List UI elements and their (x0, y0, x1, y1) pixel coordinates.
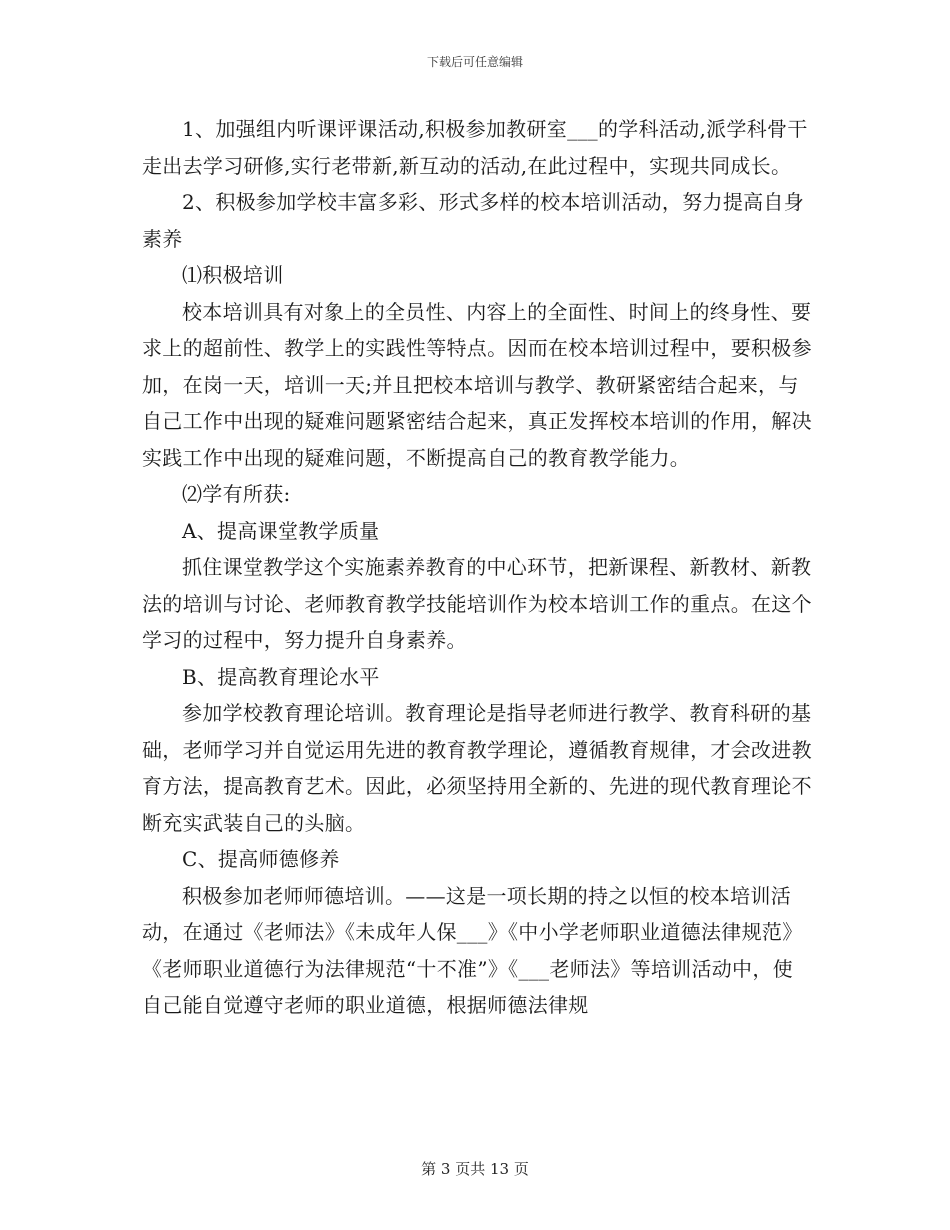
page-footer: 第 3 页共 13 页 (421, 1160, 529, 1178)
paragraph: A、提高课堂教学质量 (182, 518, 380, 543)
paragraph: C、提高师德修养 (182, 847, 340, 871)
paragraph: 1、加强组内听课评课活动,积极参加教研室___的学科活动,派学科骨干走出去学习研修,实行老带新,新互动的活动,在此过程中，实现共同成长。 (142, 117, 808, 178)
paragraph: 抓住课堂教学这个实施素养教育的中心环节，把新课程、新教材、新教法的培训与讨论、老师教育教学技能培训作为校本培训工作的重点。在这个学习的过程中，努力提升自身素养。 (142, 555, 812, 652)
paragraph: 校本培训具有对象上的全员性、内容上的全面性、时间上的终身性、要求上的超前性、教学上的实践性等特点。因而在校本培训过程中，要积极参加，在岗一天，培训一天;并且把校本培训与教学、教研紧密结合起来，与自己工作中出现的疑难问题紧密结合起来，真正发挥校本培训的作用，解决实践工作中出现的疑难问题，不断提高自己的教育教学能力。 (142, 299, 812, 470)
document-body (142, 111, 812, 1024)
paragraph: 参加学校教育理论培训。教育理论是指导老师进行教学、教育科研的基础，老师学习并自觉运用先进的教育教学理论，遵循教育规律，才会改进教育方法，提高教育艺术。因此，必须坚持用全新的、先进的现代教育理论不断充实武装自己的头脑。 (142, 701, 812, 835)
paragraph: 2、积极参加学校丰富多彩、形式多样的校本培训活动，努力提高自身素养 (142, 190, 805, 251)
paragraph: 积极参加老师师德培训。——这是一项长期的持之以恒的校本培训活动，在通过《老师法》《未成年人保___》《中小学老师职业道德法律规范》《老师职业道德行为法律规范“十不准”》《___老师法》等培训活动中，使自己能自觉遵守老师的职业道德，根据师德法律规 (142, 883, 803, 1017)
paragraph: ⑴积极培训 (182, 263, 284, 287)
paragraph: B、提高教育理论水平 (182, 664, 380, 689)
page-header: 下载后可任意编辑 (426, 55, 523, 69)
paragraph: ⑵学有所获: (182, 482, 291, 506)
